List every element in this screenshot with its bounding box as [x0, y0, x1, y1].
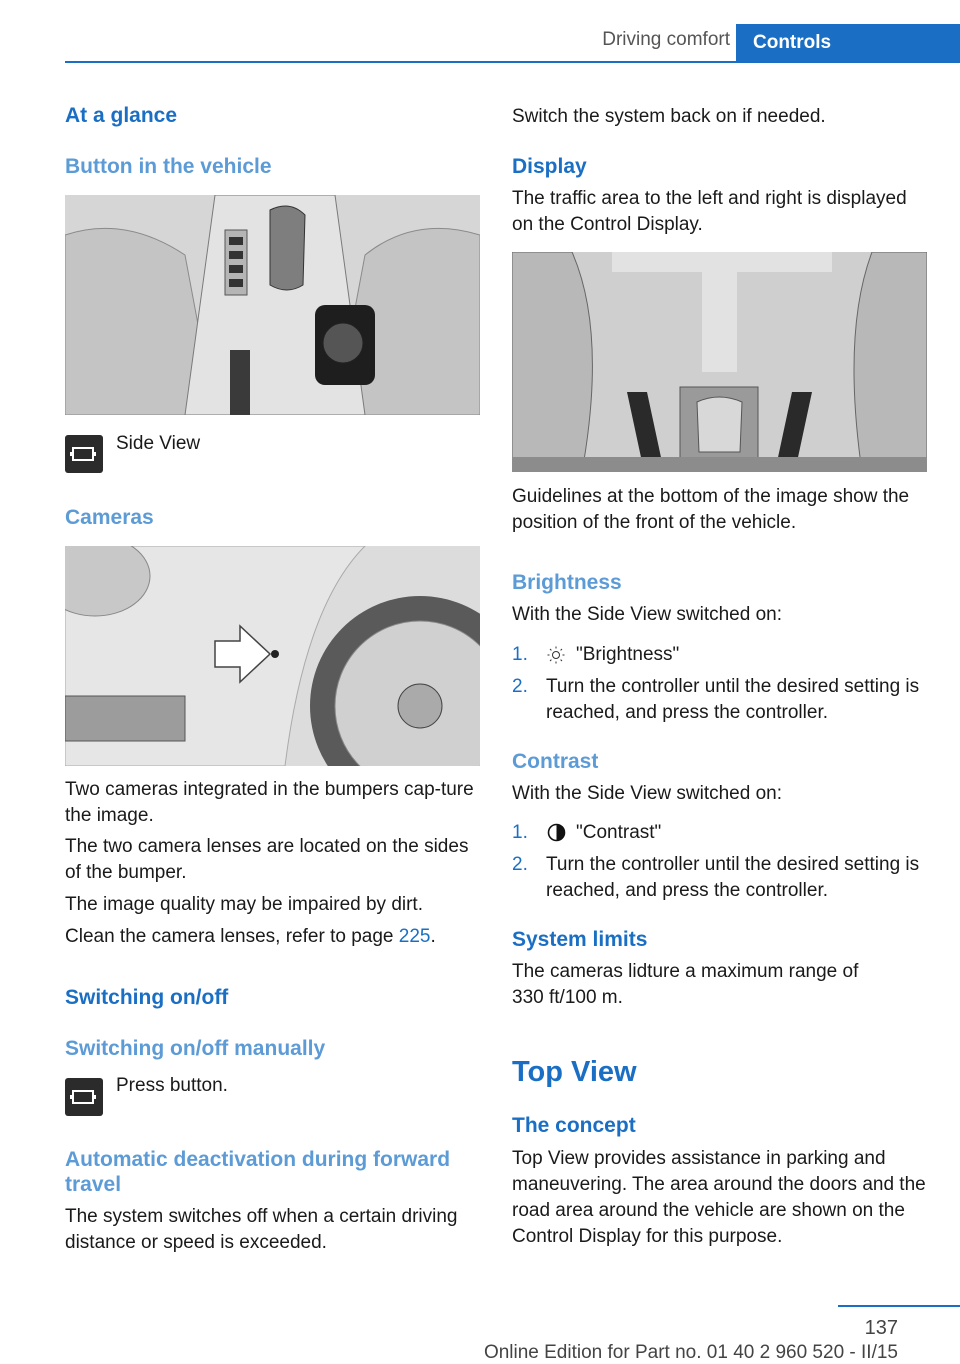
clean-text-end: .	[430, 926, 436, 947]
console-illustration	[65, 195, 480, 415]
page-link-225[interactable]: 225	[398, 926, 431, 947]
heading-switching-on-off: Switching on/off	[65, 986, 229, 1009]
side-view-label: Side View	[116, 433, 201, 454]
paragraph-brightness-intro: With the Side View switched on:	[512, 604, 783, 625]
paragraph-cameras-4	[65, 924, 480, 950]
paragraph-concept: Top View provides assistance in parking and maneuvering. The area around the doors and the road area around the vehicle are shown on the Control Display for this purpose.	[512, 1148, 926, 1247]
camera-image	[65, 546, 480, 766]
half-circle-icon	[547, 823, 566, 842]
heading-brightness: Brightness	[512, 571, 622, 594]
side-view-button-icon	[65, 435, 103, 473]
heading-button-in-vehicle: Button in the vehicle	[65, 155, 272, 178]
paragraph-system-limits: The cameras lidture a maximum range of 330 ft/100 m.	[512, 961, 859, 1008]
heading-concept: The concept	[512, 1114, 636, 1137]
header-section: Driving comfort	[602, 29, 730, 50]
heading-at-a-glance: At a glance	[65, 104, 178, 127]
brightness-step-1-text: "Brightness"	[576, 644, 680, 665]
heading-switching-manually: Switching on/off manually	[65, 1037, 326, 1060]
brightness-step-2-number: 2.	[512, 676, 528, 697]
camera-illustration	[65, 546, 480, 766]
heading-cameras: Cameras	[65, 506, 154, 529]
sun-icon	[547, 646, 565, 664]
brightness-step-2-text: Turn the controller until the desired setting is reached, and press the controller.	[546, 676, 920, 723]
heading-system-limits: System limits	[512, 928, 648, 951]
header-rule	[65, 61, 960, 63]
heading-automatic-deactivation: Automatic deactivation during forward travel	[65, 1148, 451, 1196]
heading-display: Display	[512, 155, 587, 178]
contrast-step-2-text: Turn the controller until the desired setting is reached, and press the controller.	[546, 854, 920, 901]
footer-edition: Online Edition for Part no. 01 40 2 960 520 - II/15	[483, 1342, 898, 1363]
paragraph-contrast-intro: With the Side View switched on:	[512, 783, 783, 804]
contrast-step-2-number: 2.	[512, 854, 528, 875]
press-button-text: Press button.	[116, 1075, 228, 1096]
header-tab: Controls	[736, 24, 960, 62]
paragraph-cameras-3: The image quality may be impaired by dirt.	[65, 894, 423, 915]
heading-contrast: Contrast	[512, 750, 599, 773]
contrast-step-1-text: "Contrast"	[576, 822, 662, 843]
display-image	[512, 252, 927, 472]
paragraph-cameras-2: The two camera lenses are located on the sides of the bumper.	[65, 836, 469, 883]
paragraph-automatic: The system switches off when a certain driving distance or speed is exceeded.	[65, 1206, 458, 1253]
page-number: 137	[864, 1317, 898, 1339]
display-illustration	[512, 252, 927, 472]
footer-rule	[838, 1305, 960, 1307]
brightness-step-1-number: 1.	[512, 644, 528, 665]
paragraph-display: The traffic area to the left and right is displayed on the Control Display.	[512, 188, 907, 235]
press-button-icon	[65, 1078, 103, 1116]
paragraph-cameras-1: Two cameras integrated in the bumpers cap‐ture the image.	[65, 779, 474, 826]
heading-top-view: Top View	[512, 1056, 637, 1088]
clean-text: Clean the camera lenses, refer to page	[65, 926, 399, 947]
console-image	[65, 195, 480, 415]
paragraph-back-on: Switch the system back on if needed.	[512, 106, 826, 127]
paragraph-guidelines: Guidelines at the bottom of the image show the position of the front of the vehicle.	[512, 486, 910, 533]
contrast-step-1-number: 1.	[512, 822, 528, 843]
